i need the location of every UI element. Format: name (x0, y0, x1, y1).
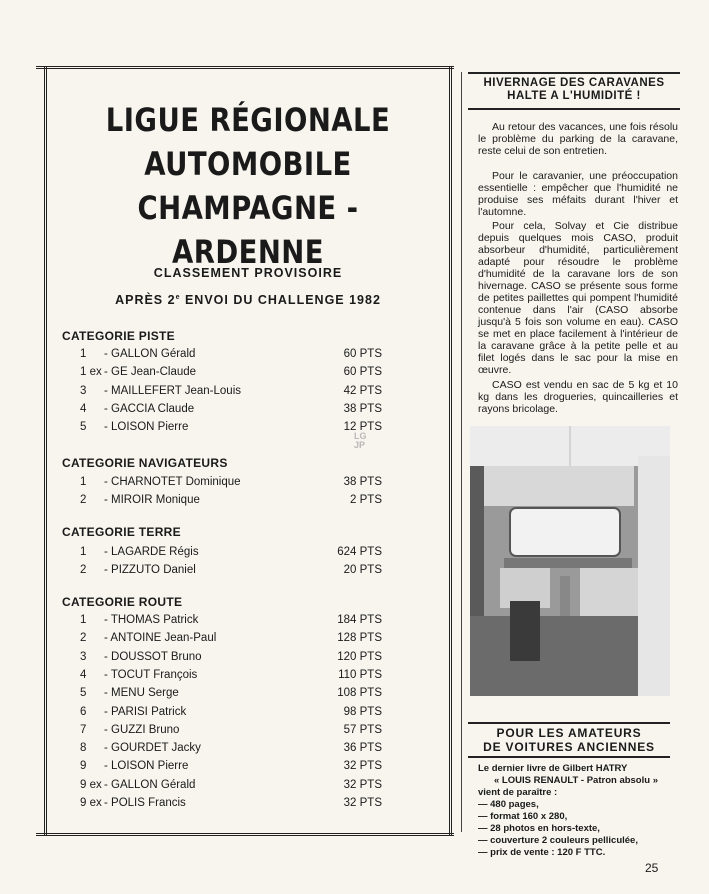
ranking-row (62, 669, 382, 687)
title-line-2: AUTOMOBILE (144, 145, 352, 183)
ranking-name: - GUZZI Bruno (104, 723, 180, 736)
ranking-points: 110 PTS (338, 668, 382, 681)
ad-title-line-2: DE VOITURES ANCIENNES (483, 740, 655, 754)
ranking-name: - TOCUT François (104, 668, 198, 681)
article-title-line-1: HIVERNAGE DES CARAVANES (483, 77, 665, 89)
ranking-rank: 4 (80, 402, 87, 415)
ranking-name: - GACCIA Claude (104, 402, 195, 415)
article-title-rule (468, 108, 680, 110)
ranking-name: - MAILLEFERT Jean-Louis (104, 384, 241, 397)
ranking-row (62, 421, 382, 439)
article-title-line-2: HALTE A L'HUMIDITÉ ! (507, 90, 641, 102)
ranking-row (62, 494, 382, 512)
ranking-row (62, 760, 382, 778)
ranking-points: 98 PTS (343, 705, 382, 718)
ranking-points: 32 PTS (343, 778, 382, 791)
category-title: CATEGORIE NAVIGATEURS (62, 456, 228, 470)
ranking-row (62, 706, 382, 724)
ranking-rank: 9 ex (80, 778, 102, 791)
ranking-rank: 1 (80, 476, 87, 488)
ranking-row (62, 779, 382, 797)
ranking-points: 184 PTS (337, 614, 382, 626)
ranking-points: 624 PTS (337, 546, 382, 558)
ranking-row (62, 546, 382, 564)
ranking-name: - THOMAS Patrick (104, 614, 199, 626)
caravan-interior-photo (470, 426, 670, 696)
category-title: CATEGORIE TERRE (62, 525, 181, 539)
ranking-rank: 1 (80, 348, 87, 360)
category-title: CATEGORIE PISTE (62, 329, 175, 343)
ad-title (468, 726, 670, 754)
ranking-name: - DOUSSOT Bruno (104, 650, 202, 663)
ad-title-line-1: POUR LES AMATEURS (496, 726, 642, 740)
ranking-row (62, 348, 382, 366)
ranking-points: 32 PTS (343, 760, 382, 773)
ranking-name: - GE Jean-Claude (104, 366, 197, 379)
ad-line-8: — prix de vente : 120 F TTC. (478, 847, 606, 858)
title-line-3: CHAMPAGNE - ARDENNE (137, 189, 359, 271)
ranking-rank: 5 (80, 421, 87, 434)
ranking-points: 38 PTS (343, 402, 382, 415)
ranking-points: 36 PTS (343, 742, 382, 755)
ranking-name: - PARISI Patrick (104, 705, 187, 718)
ad-line-3: vient de paraître : (478, 787, 558, 798)
ranking-name: - MENU Serge (104, 687, 179, 700)
ad-line-7: — couverture 2 couleurs pelliculée, (478, 835, 638, 846)
ranking-name: - ANTOINE Jean-Paul (104, 632, 217, 645)
ad-line-2: « LOUIS RENAULT - Patron absolu » (494, 775, 658, 786)
ranking-row (62, 476, 382, 494)
article-title (468, 77, 680, 103)
ranking-rank: 9 (80, 760, 87, 773)
ranking-row (62, 724, 382, 742)
ranking-rank: 8 (80, 742, 87, 755)
article-paragraph-2: Pour le caravanier, une préoccupation essentielle : empêcher que l'humidité ne produise ses méfaits durant l'hiver et l'automne. (478, 170, 678, 218)
ranking-rank: 1 ex (80, 366, 102, 379)
ranking-points: 60 PTS (343, 348, 382, 360)
ranking-points: 32 PTS (343, 797, 382, 809)
ranking-points: 128 PTS (337, 632, 382, 645)
ranking-rank: 9 ex (80, 797, 102, 809)
category-title: CATEGORIE ROUTE (62, 595, 183, 609)
ranking-name: - GALLON Gérald (104, 348, 196, 360)
ranking-points: 57 PTS (343, 723, 382, 736)
ad-line-5: — format 160 x 280, (478, 811, 568, 822)
subtitle-challenge: APRÈS 2e ENVOI DU CHALLENGE 1982 (115, 293, 381, 307)
ad-line-4: — 480 pages, (478, 799, 539, 810)
ranking-rank: 1 (80, 546, 87, 558)
ranking-rank: 4 (80, 668, 87, 681)
ranking-name: - GOURDET Jacky (104, 742, 201, 755)
ranking-rank: 1 (80, 614, 87, 626)
ranking-row (62, 687, 382, 705)
column-divider (461, 72, 462, 832)
watermark-line-2: JP (354, 440, 366, 450)
league-title (86, 98, 409, 274)
ranking-row (62, 385, 382, 403)
ad-line-1: Le dernier livre de Gilbert HATRY (478, 763, 628, 774)
watermark-stamp (354, 432, 367, 450)
subtitle-classement: CLASSEMENT PROVISOIRE (153, 266, 343, 280)
ranking-row (62, 614, 382, 632)
ranking-row (62, 403, 382, 421)
ranking-name: - CHARNOTET Dominique (104, 476, 241, 488)
ranking-row (62, 651, 382, 669)
ranking-rank: 3 (80, 384, 87, 397)
ranking-rank: 2 (80, 564, 87, 577)
article-paragraph-1: Au retour des vacances, une fois résolu le problème du parking de la caravane, reste celui de son entretien. (478, 121, 678, 157)
article-paragraph-3: Pour cela, Solvay et Cie distribue depuis quelques mois CASO, produit absorbeur d'humidité, particulièrement adapté pour résoudre le problème d'humidité de la caravane lors de son hivernage. CASO se présente sous forme de petites paillettes qui pompent l'humidité contenue dans l'air (CASO absorbe jusqu'à 5 fois son volume en eau). CASO se met en place facilement à l'intérieur de la caravane grâce à la petite pelle et au filet logés dans le sac pour la mise en œuvre. (478, 220, 678, 376)
ranking-points: 2 PTS (350, 494, 382, 507)
ranking-name: - LAGARDE Régis (104, 546, 199, 558)
ranking-rank: 2 (80, 632, 87, 645)
ranking-row (62, 564, 382, 582)
title-line-1: LIGUE RÉGIONALE (105, 101, 391, 139)
ranking-rank: 5 (80, 687, 87, 700)
article-top-rule (468, 72, 680, 74)
page-number: 25 (645, 861, 659, 875)
ranking-name: - POLIS Francis (104, 797, 186, 809)
ranking-name: - GALLON Gérald (104, 778, 196, 791)
ranking-points: 120 PTS (337, 650, 382, 663)
ranking-name: - PIZZUTO Daniel (104, 564, 196, 577)
ranking-row (62, 797, 382, 815)
ranking-rank: 7 (80, 723, 87, 736)
ranking-points: 60 PTS (343, 366, 382, 379)
caravan-photo-illustration (470, 426, 670, 696)
ad-title-rule (468, 756, 670, 758)
ad-top-rule (468, 722, 670, 724)
ranking-rank: 6 (80, 705, 87, 718)
ranking-points: 108 PTS (337, 687, 382, 700)
ranking-name: - LOISON Pierre (104, 421, 189, 434)
ranking-name: - MIROIR Monique (104, 494, 200, 507)
bottom-rule (36, 833, 454, 836)
ranking-points: 20 PTS (343, 564, 382, 577)
ranking-points: 12 PTS (343, 421, 382, 434)
ad-line-6: — 28 photos en hors-texte, (478, 823, 600, 834)
ranking-rank: 2 (80, 494, 87, 507)
ranking-points: 42 PTS (343, 384, 382, 397)
ranking-row (62, 742, 382, 760)
ranking-points: 38 PTS (343, 476, 382, 488)
article-paragraph-4: CASO est vendu en sac de 5 kg et 10 kg dans les drogueries, quincailleries et rayons bricolage. (478, 379, 678, 415)
ranking-row (62, 632, 382, 650)
ranking-name: - LOISON Pierre (104, 760, 189, 773)
ranking-rank: 3 (80, 650, 87, 663)
ad-body (478, 763, 674, 859)
ranking-row (62, 366, 382, 384)
watermark-line-1: LG (354, 431, 367, 441)
